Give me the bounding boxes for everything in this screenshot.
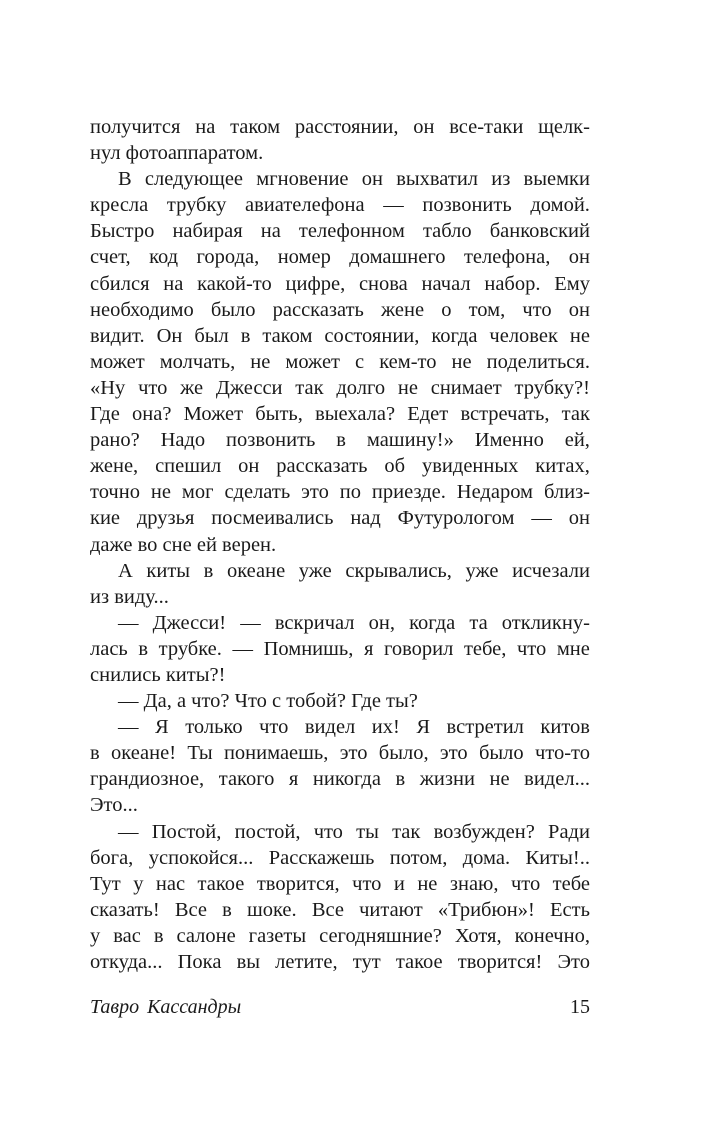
word: уже (298, 559, 332, 582)
word: не (451, 350, 472, 373)
word: жене (381, 298, 425, 321)
word: вас (113, 924, 141, 947)
word: В (118, 168, 132, 191)
word: Где (90, 403, 120, 426)
word: что (259, 716, 289, 739)
word: я (363, 637, 374, 660)
word: — (531, 507, 552, 530)
word: А (118, 559, 133, 582)
text-line (90, 871, 590, 897)
word: Джесси! (152, 611, 227, 634)
text-line (90, 349, 590, 375)
word: шоке. (246, 898, 297, 921)
word: в (336, 429, 346, 452)
text-line (90, 558, 590, 584)
word: сегодняшние? (319, 924, 442, 947)
word: он, (368, 611, 396, 634)
word: Все (174, 898, 207, 921)
word: уже (465, 559, 499, 582)
word: — (232, 637, 253, 660)
word: так (392, 820, 421, 843)
text-line (90, 140, 590, 166)
word: был (194, 324, 229, 347)
word: трубку (166, 194, 227, 217)
word: дома. (462, 846, 511, 869)
word: мог (181, 481, 214, 504)
page-number: 15 (570, 996, 590, 1018)
word: мне (556, 637, 590, 660)
word: не (250, 350, 271, 373)
word: в (395, 768, 406, 791)
word: и (393, 872, 405, 895)
word: видит. (90, 324, 145, 347)
word: что (522, 298, 552, 321)
word: — (118, 716, 139, 739)
word: Я (416, 716, 431, 739)
word: ты (356, 820, 379, 843)
word: что (138, 376, 168, 399)
word: в (240, 324, 251, 347)
text-line (90, 662, 590, 688)
running-title: Тавро Кассандры (90, 996, 242, 1018)
word: такое (395, 951, 443, 973)
word: рассказать (276, 455, 368, 478)
word: приезде. (371, 481, 446, 504)
text-line (90, 949, 590, 975)
word: кие (90, 507, 121, 530)
word: бога, (90, 846, 134, 869)
word: встречать, (460, 403, 550, 426)
word: счет, (90, 246, 131, 269)
word: все-таки (449, 116, 524, 138)
word: Он (156, 324, 183, 347)
line-text: — Да, а что? Что с тобой? Где ты? (118, 690, 418, 713)
word: ей, (564, 429, 590, 452)
word: он (568, 298, 590, 321)
word: океане (226, 559, 286, 582)
word: у (133, 872, 144, 895)
word: — (383, 194, 404, 217)
word: не (569, 324, 590, 347)
word: Ты (187, 742, 213, 765)
word: «Ну (90, 376, 126, 399)
word: Помнишь, (263, 637, 354, 660)
word: Надо (160, 429, 206, 452)
word: так (295, 376, 324, 399)
word: сбился (90, 272, 150, 295)
word: на (260, 220, 281, 243)
word: точно (90, 481, 140, 504)
word: она? (132, 403, 172, 426)
word: Именно (474, 429, 544, 452)
word: Недаром (456, 481, 534, 504)
word: он (238, 455, 260, 478)
text-line (90, 532, 590, 558)
text-line (90, 479, 590, 505)
text-line (90, 297, 590, 323)
word: поделиться. (486, 350, 590, 373)
word: сделать (224, 481, 291, 504)
word: грандиозное, (90, 768, 205, 791)
word: молчать, (159, 350, 236, 373)
word: том, (468, 298, 506, 321)
word: человек (489, 324, 558, 347)
text-line (90, 505, 590, 531)
word: таком (262, 324, 313, 347)
word: в (222, 898, 232, 921)
word: творится, (256, 872, 340, 895)
word: успокойся... (148, 846, 254, 869)
word: так (561, 403, 590, 426)
word: таком (230, 116, 281, 138)
line-text: нул фотоаппаратом. (90, 142, 264, 165)
word: Есть (550, 898, 590, 921)
word: вы (236, 951, 261, 973)
word: что (517, 637, 547, 660)
word: номер (277, 246, 331, 269)
word: жизни (419, 768, 475, 791)
word: набор. (484, 272, 541, 295)
word: откликну- (501, 611, 590, 634)
text-line (90, 636, 590, 662)
word: когда (431, 324, 478, 347)
word: Хотя, (454, 924, 502, 947)
word: может (285, 350, 341, 373)
word: лась (90, 637, 128, 660)
word: рано? (90, 429, 140, 452)
text-line (90, 610, 590, 636)
word: Едет (407, 403, 449, 426)
text-line (90, 427, 590, 453)
word: из (491, 168, 511, 191)
word: тебе (552, 872, 590, 895)
word: было (478, 742, 524, 765)
word: Может (183, 403, 244, 426)
word: он (413, 116, 435, 138)
word: Быстро (90, 220, 155, 243)
word: Постой, (151, 820, 222, 843)
word: видел (304, 716, 356, 739)
word: в (138, 637, 149, 660)
word: видел... (524, 768, 590, 791)
text-line (90, 218, 590, 244)
text-line (90, 323, 590, 349)
text-line (90, 740, 590, 766)
word: Я (155, 716, 169, 739)
line-text: из виду... (90, 585, 169, 608)
word: банковский (489, 220, 590, 243)
word: позвонить (226, 429, 316, 452)
word: Джесси (215, 376, 283, 399)
word: это (339, 742, 368, 765)
word: города, (196, 246, 260, 269)
text-line (90, 923, 590, 949)
line-text: снились киты?! (90, 663, 226, 686)
word: китах, (535, 455, 590, 478)
text-line (90, 845, 590, 871)
word: — (118, 820, 139, 843)
line-text: Это... (90, 794, 138, 817)
word: не (489, 768, 510, 791)
word: начал (421, 272, 471, 295)
text-line (90, 244, 590, 270)
word: сказать! (90, 898, 160, 921)
word: в (90, 742, 100, 765)
word: мгновение (256, 168, 349, 191)
word: не (150, 481, 171, 504)
word: друзья (136, 507, 195, 530)
word: щелк- (538, 116, 590, 138)
text-line (90, 271, 590, 297)
text-line (90, 453, 590, 479)
word: кресла (90, 194, 149, 217)
word: же (180, 376, 204, 399)
word: рассказать (272, 298, 364, 321)
word: Ради (548, 820, 590, 843)
word: не (397, 376, 418, 399)
word: такого (218, 768, 275, 791)
word: откуда... (90, 951, 163, 973)
word: я (288, 768, 299, 791)
word: о (441, 298, 452, 321)
word: Ему (554, 272, 590, 295)
word: посмеивались (211, 507, 334, 530)
word: позвонить (422, 194, 512, 217)
word: получится (90, 116, 181, 138)
word: такое (197, 872, 245, 895)
text-line (90, 819, 590, 845)
word: «Трибюн»! (437, 898, 535, 921)
word: скрывались, (345, 559, 452, 582)
word: та (469, 611, 488, 634)
word: это (301, 481, 329, 504)
word: Это (557, 951, 590, 973)
word: что-то (534, 742, 590, 765)
word: только (185, 716, 243, 739)
word: Все (311, 898, 344, 921)
word: домой. (530, 194, 590, 217)
word: салоне (176, 924, 236, 947)
word: потом, (389, 846, 448, 869)
word: жене, (90, 455, 139, 478)
word: конечно, (514, 924, 590, 947)
line-text: даже во сне ей верен. (90, 533, 277, 556)
word: цифре, (285, 272, 346, 295)
word: набирая (172, 220, 243, 243)
word: долго (336, 376, 386, 399)
text-line (90, 897, 590, 923)
word: выемки (523, 168, 590, 191)
word: Футурологом (397, 507, 515, 530)
text-line (90, 375, 590, 401)
text-line (90, 688, 590, 714)
word: говорил (384, 637, 454, 660)
word: табло (422, 220, 472, 243)
word: авиателефона (245, 194, 365, 217)
word: близ- (543, 481, 590, 504)
word: китов (540, 716, 590, 739)
word: кем-то (379, 350, 437, 373)
text-line (90, 792, 590, 818)
word: выехала? (315, 403, 396, 426)
word: вскричал (274, 611, 355, 634)
word: было (210, 298, 256, 321)
word: летите, (275, 951, 338, 973)
word: он (568, 507, 590, 530)
word: машину!» (366, 429, 454, 452)
word: читают (359, 898, 423, 921)
word: спешил (155, 455, 222, 478)
word: что (313, 820, 343, 843)
text-line (90, 192, 590, 218)
text-line (90, 166, 590, 192)
word: какой-то (197, 272, 272, 295)
word: знаю, (449, 872, 499, 895)
word: встретил (446, 716, 524, 739)
word: Расскажешь (268, 846, 375, 869)
word: состоянии, (324, 324, 420, 347)
word: — (118, 611, 139, 634)
word: с (355, 350, 365, 373)
text-line (90, 401, 590, 427)
word: расстоянии, (294, 116, 399, 138)
word: киты (146, 559, 191, 582)
word: на (195, 116, 216, 138)
word: трубку?! (514, 376, 590, 399)
word: исчезали (512, 559, 590, 582)
word: в (153, 924, 164, 947)
word: не (417, 872, 438, 895)
word: в (203, 559, 214, 582)
word: никогда (312, 768, 381, 791)
word: может (90, 350, 145, 373)
word: тут (352, 951, 381, 973)
word: он (568, 246, 590, 269)
word: у (90, 924, 101, 947)
word: тебе, (463, 637, 507, 660)
word: об (384, 455, 406, 478)
body-text (90, 114, 590, 975)
word: Пока (177, 951, 222, 973)
page-footer (90, 996, 590, 1019)
word: трубке. (158, 637, 222, 660)
word: домашнего (349, 246, 446, 269)
text-line (90, 584, 590, 610)
text-line (90, 766, 590, 792)
word: творится! (457, 951, 543, 973)
word: телефонном (298, 220, 405, 243)
word: код (149, 246, 179, 269)
word: необходимо (90, 298, 194, 321)
word: быть, (255, 403, 303, 426)
text-line (90, 714, 590, 740)
word: Киты!.. (525, 846, 590, 869)
word: Тут (90, 872, 121, 895)
word: постой, (234, 820, 301, 843)
word: их! (371, 716, 400, 739)
word: когда (409, 611, 456, 634)
word: газеты (248, 924, 307, 947)
word: телефона, (463, 246, 551, 269)
word: — (240, 611, 261, 634)
word: снова (358, 272, 408, 295)
word: над (350, 507, 381, 530)
word: следующее (144, 168, 244, 191)
word: по (339, 481, 361, 504)
word: возбужден? (433, 820, 535, 843)
word: понимаешь, (223, 742, 329, 765)
word: что (352, 872, 382, 895)
word: увиденных (422, 455, 519, 478)
word: на (163, 272, 184, 295)
word: это (439, 742, 468, 765)
word: выхватил (396, 168, 479, 191)
word: что (510, 872, 541, 895)
text-line (90, 114, 590, 140)
word: он (361, 168, 383, 191)
word: снимает (430, 376, 502, 399)
word: было, (378, 742, 429, 765)
word: нас (155, 872, 186, 895)
word: океане! (111, 742, 177, 765)
